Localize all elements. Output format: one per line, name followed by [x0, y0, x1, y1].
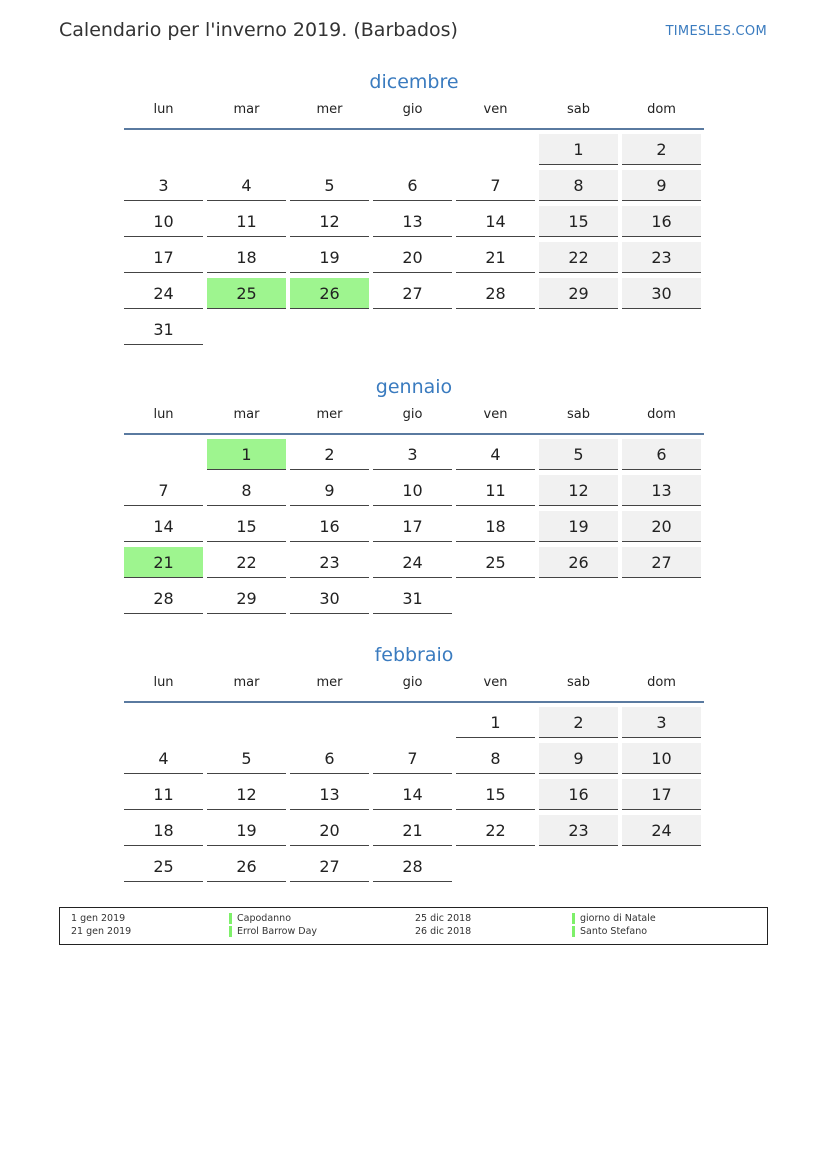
legend-holiday-name: Errol Barrow Day [237, 926, 318, 937]
weekday-label: mer [316, 407, 343, 422]
day-cell: 21 [456, 242, 535, 273]
day-cell: 25 [456, 547, 535, 578]
day-cell: 9 [539, 743, 618, 774]
day-cell: 4 [456, 439, 535, 470]
day-cell: 16 [622, 206, 701, 237]
day-cell: 6 [290, 743, 369, 774]
week-row [124, 170, 704, 206]
empty-day-cell [622, 583, 701, 614]
week-grid [124, 707, 704, 887]
day-cell: 8 [539, 170, 618, 201]
day-cell: 15 [207, 511, 286, 542]
empty-day-cell [456, 134, 535, 165]
day-cell: 10 [124, 206, 203, 237]
day-cell: 16 [290, 511, 369, 542]
week-row [124, 583, 704, 619]
week-row [124, 815, 704, 851]
holiday-day-cell: 1 [207, 439, 286, 470]
week-grid [124, 439, 704, 619]
day-cell: 27 [373, 278, 452, 309]
holiday-marker-icon [229, 926, 232, 937]
week-row [124, 707, 704, 743]
empty-day-cell [539, 851, 618, 882]
weekday-header [124, 100, 704, 130]
empty-day-cell [124, 707, 203, 738]
empty-day-cell [373, 314, 452, 345]
empty-day-cell [124, 439, 203, 470]
weekday-label: sab [567, 102, 590, 117]
day-cell: 27 [290, 851, 369, 882]
weekday-label: mer [316, 102, 343, 117]
weekday-label: ven [483, 102, 508, 117]
day-cell: 9 [622, 170, 701, 201]
day-cell: 2 [539, 707, 618, 738]
legend-row [60, 926, 767, 939]
month-dicembre [124, 70, 704, 350]
day-cell: 12 [207, 779, 286, 810]
empty-day-cell [290, 314, 369, 345]
empty-day-cell [622, 851, 701, 882]
day-cell: 4 [124, 743, 203, 774]
month-title: dicembre [369, 71, 459, 93]
empty-day-cell [373, 134, 452, 165]
day-cell: 8 [456, 743, 535, 774]
day-cell: 7 [373, 743, 452, 774]
day-cell: 1 [456, 707, 535, 738]
empty-day-cell [207, 134, 286, 165]
holiday-marker-icon [572, 913, 575, 924]
day-cell: 31 [124, 314, 203, 345]
day-cell: 3 [622, 707, 701, 738]
day-cell: 7 [124, 475, 203, 506]
week-row [124, 547, 704, 583]
week-row [124, 439, 704, 475]
legend-date: 25 dic 2018 [415, 913, 472, 924]
empty-day-cell [207, 707, 286, 738]
weekday-label: lun [153, 102, 174, 117]
day-cell: 18 [456, 511, 535, 542]
day-cell: 5 [290, 170, 369, 201]
weekday-label: dom [647, 675, 676, 690]
day-cell: 7 [456, 170, 535, 201]
empty-day-cell [539, 583, 618, 614]
empty-day-cell [373, 707, 452, 738]
day-cell: 30 [622, 278, 701, 309]
brand-link[interactable]: TIMESLES.COM [665, 24, 767, 39]
day-cell: 3 [124, 170, 203, 201]
day-cell: 2 [290, 439, 369, 470]
day-cell: 28 [456, 278, 535, 309]
week-row [124, 475, 704, 511]
day-cell: 16 [539, 779, 618, 810]
week-row [124, 314, 704, 350]
day-cell: 13 [290, 779, 369, 810]
day-cell: 12 [539, 475, 618, 506]
day-cell: 30 [290, 583, 369, 614]
weekday-label: lun [153, 675, 174, 690]
weekday-label: mar [233, 102, 260, 117]
day-cell: 4 [207, 170, 286, 201]
week-row [124, 511, 704, 547]
week-grid [124, 134, 704, 350]
day-cell: 19 [290, 242, 369, 273]
weekday-label: gio [402, 407, 423, 422]
day-cell: 5 [207, 743, 286, 774]
weekday-label: gio [402, 675, 423, 690]
day-cell: 23 [290, 547, 369, 578]
day-cell: 22 [456, 815, 535, 846]
weekday-header [124, 405, 704, 435]
holiday-day-cell: 25 [207, 278, 286, 309]
legend-date: 21 gen 2019 [71, 926, 132, 937]
empty-day-cell [290, 707, 369, 738]
holiday-marker-icon [572, 926, 575, 937]
day-cell: 20 [622, 511, 701, 542]
day-cell: 26 [539, 547, 618, 578]
weekday-label: ven [483, 675, 508, 690]
week-row [124, 779, 704, 815]
empty-day-cell [124, 134, 203, 165]
day-cell: 12 [290, 206, 369, 237]
day-cell: 3 [373, 439, 452, 470]
legend-holiday-name: giorno di Natale [580, 913, 656, 924]
weekday-label: mer [316, 675, 343, 690]
month-febbraio [124, 643, 704, 887]
legend-row [60, 913, 767, 926]
legend-date: 26 dic 2018 [415, 926, 472, 937]
day-cell: 11 [207, 206, 286, 237]
day-cell: 27 [622, 547, 701, 578]
day-cell: 10 [373, 475, 452, 506]
day-cell: 29 [207, 583, 286, 614]
week-row [124, 743, 704, 779]
empty-day-cell [207, 314, 286, 345]
day-cell: 14 [373, 779, 452, 810]
day-cell: 6 [622, 439, 701, 470]
empty-day-cell [290, 134, 369, 165]
day-cell: 13 [373, 206, 452, 237]
holiday-day-cell: 26 [290, 278, 369, 309]
week-row [124, 206, 704, 242]
weekday-label: mar [233, 675, 260, 690]
day-cell: 15 [456, 779, 535, 810]
holiday-marker-icon [229, 913, 232, 924]
day-cell: 19 [207, 815, 286, 846]
day-cell: 28 [124, 583, 203, 614]
weekday-label: gio [402, 102, 423, 117]
day-cell: 23 [622, 242, 701, 273]
weekday-label: lun [153, 407, 174, 422]
week-row [124, 851, 704, 887]
day-cell: 1 [539, 134, 618, 165]
day-cell: 13 [622, 475, 701, 506]
day-cell: 18 [207, 242, 286, 273]
week-row [124, 278, 704, 314]
day-cell: 18 [124, 815, 203, 846]
day-cell: 17 [124, 242, 203, 273]
empty-day-cell [622, 314, 701, 345]
week-row [124, 242, 704, 278]
day-cell: 6 [373, 170, 452, 201]
weekday-label: sab [567, 675, 590, 690]
week-row [124, 134, 704, 170]
day-cell: 20 [373, 242, 452, 273]
legend-holiday-name: Santo Stefano [580, 926, 648, 937]
day-cell: 28 [373, 851, 452, 882]
weekday-label: ven [483, 407, 508, 422]
day-cell: 11 [456, 475, 535, 506]
weekday-label: sab [567, 407, 590, 422]
day-cell: 31 [373, 583, 452, 614]
legend-date: 1 gen 2019 [71, 913, 126, 924]
day-cell: 5 [539, 439, 618, 470]
day-cell: 24 [622, 815, 701, 846]
day-cell: 29 [539, 278, 618, 309]
month-title: febbraio [374, 644, 454, 666]
day-cell: 26 [207, 851, 286, 882]
empty-day-cell [456, 851, 535, 882]
day-cell: 17 [373, 511, 452, 542]
day-cell: 8 [207, 475, 286, 506]
day-cell: 15 [539, 206, 618, 237]
weekday-label: dom [647, 102, 676, 117]
day-cell: 24 [373, 547, 452, 578]
day-cell: 9 [290, 475, 369, 506]
legend-holiday-name: Capodanno [237, 913, 292, 924]
day-cell: 24 [124, 278, 203, 309]
day-cell: 21 [373, 815, 452, 846]
empty-day-cell [539, 314, 618, 345]
day-cell: 14 [456, 206, 535, 237]
holiday-legend [59, 907, 768, 945]
weekday-header [124, 673, 704, 703]
day-cell: 14 [124, 511, 203, 542]
day-cell: 25 [124, 851, 203, 882]
day-cell: 22 [207, 547, 286, 578]
page-title: Calendario per l'inverno 2019. (Barbados) [59, 19, 458, 41]
month-gennaio [124, 375, 704, 619]
day-cell: 20 [290, 815, 369, 846]
empty-day-cell [456, 583, 535, 614]
holiday-day-cell: 21 [124, 547, 203, 578]
day-cell: 10 [622, 743, 701, 774]
empty-day-cell [456, 314, 535, 345]
day-cell: 23 [539, 815, 618, 846]
month-title: gennaio [375, 376, 453, 398]
day-cell: 11 [124, 779, 203, 810]
day-cell: 19 [539, 511, 618, 542]
day-cell: 2 [622, 134, 701, 165]
weekday-label: dom [647, 407, 676, 422]
day-cell: 22 [539, 242, 618, 273]
weekday-label: mar [233, 407, 260, 422]
day-cell: 17 [622, 779, 701, 810]
